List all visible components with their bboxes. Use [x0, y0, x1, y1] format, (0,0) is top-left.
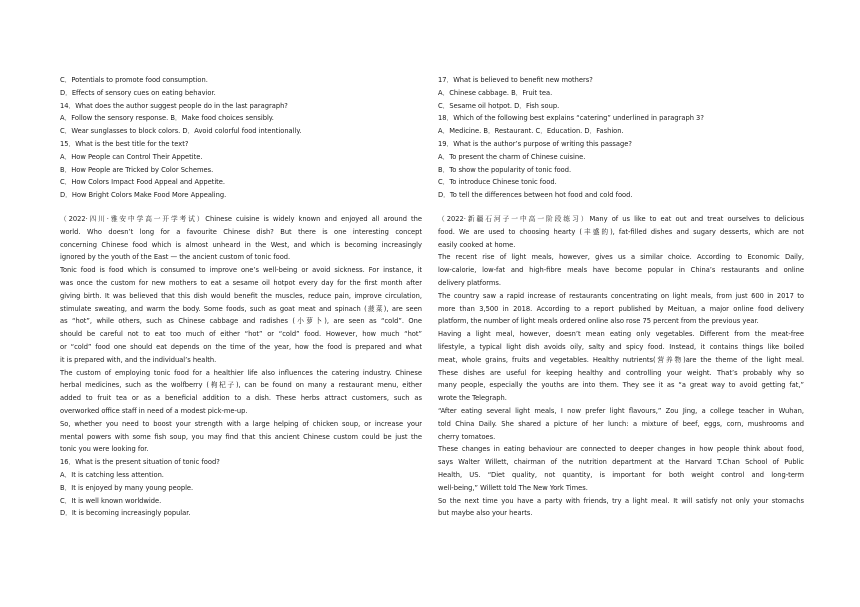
passage-light-meal-line: platform, the number of light meals ordered online also rose 75 percent from the previous year.: [438, 317, 759, 326]
passage-light-meal-line: told China Daily. She shared a picture of her lunch: a mixture of beef, eggs, corn, mushrooms and: [438, 419, 804, 428]
passage-tonic-line: The custom of employing tonic food for a healthier life also influences the catering industry. Chinese: [60, 368, 422, 377]
passage-tonic-line: concerning Chinese food which is almost unheard in the West, and which is becoming increasingly: [60, 240, 422, 249]
q14-stem: 14．What does the author suggest people do in the last paragraph?: [60, 101, 288, 110]
passage-tonic-line: Tonic food is food which is consumed to improve one’s well-being or avoid sickness. For instance, it: [60, 266, 422, 275]
q16-option-b: B．It is enjoyed by many young people.: [60, 483, 194, 492]
passage-light-meal-line: cherry tomatoes.: [438, 432, 496, 441]
passage-tonic-line: should be careful not to eat too much of either “hot” or “cold” food. However, how much “hot”: [60, 330, 422, 339]
q18-options: A．Medicine. B．Restaurant. C．Education. D．Fashion.: [438, 127, 624, 136]
passage-light-meal-line: So the next time you have a party with friends, try a light meal. It will satisfy not only your stomachs: [438, 496, 804, 505]
q19-option-c: C．To introduce Chinese tonic food.: [438, 178, 557, 187]
passage-light-meal-line: more than 3,500 in 2018. According to a report published by Meituan, a major online food delivery: [438, 304, 804, 313]
passage-light-meal-line: easily cooked at home.: [438, 240, 516, 249]
passage-tonic-line: was once the custom for new mothers to eat a sesame oil hotpot every day for the first month after: [60, 278, 422, 287]
passage-light-meal-line: wrote the Telegraph.: [438, 394, 507, 403]
q16-option-a: A．It is catching less attention.: [60, 470, 164, 479]
passage-tonic-line: （2022·四川·雅安中学高一开学考试）Chinese cuisine is widely known and enjoyed all around the: [60, 214, 422, 223]
q15-option-d: D．How Bright Colors Make Food More Appealing.: [60, 191, 227, 200]
q16-option-c: C．It is well known worldwide.: [60, 496, 162, 505]
passage-light-meal-line: delivery platforms.: [438, 278, 502, 287]
passage-tonic-line: mental powers with some fish soup, you may find that this ancient Chinese custom could be just the: [60, 432, 422, 441]
q15-option-b: B．How People are Tricked by Color Schemes.: [60, 165, 214, 174]
passage-light-meal-line: The recent rise of light meals, however, gives us a similar choice. According to Economic Daily,: [438, 253, 804, 262]
q15-option-a: A．How People can Control Their Appetite.: [60, 152, 203, 161]
passage-light-meal-line: food. We are used to choosing hearty (丰盛的), fat-filled dishes and sugary desserts, which are not: [438, 227, 804, 236]
q19-option-d: D．To tell the differences between hot food and cold food.: [438, 191, 633, 200]
q16-option-d: D．It is becoming increasingly popular.: [60, 509, 191, 518]
passage-tonic-line: tonic you were looking for.: [60, 445, 149, 454]
q15-option-c: C．How Colors Impact Food Appeal and Appetite.: [60, 178, 226, 187]
passage-light-meal-line: （2022·新疆石河子一中高一阶段练习）Many of us like to eat out and treat ourselves to delicious: [438, 214, 804, 223]
passage-light-meal-line: low-calorie, low-fat and high-fibre meals have become popular in China’s restaurants and online: [438, 266, 804, 275]
q18-stem: 18．Which of the following best explains “catering” underlined in paragraph 3?: [438, 114, 704, 123]
q13-option-d: D．Effects of sensory cues on eating behavior.: [60, 88, 216, 97]
q13-option-c: C．Potentials to promote food consumption.: [60, 76, 208, 84]
passage-light-meal-line: well-being,” Willett told The New York Times.: [438, 483, 588, 492]
passage-tonic-line: it is prepared with, and the individual’s health.: [60, 355, 217, 364]
q19-option-a: A．To present the charm of Chinese cuisine.: [438, 152, 586, 161]
passage-tonic-line: stimulate sweating, and warm the body. Some foods, such as goat meat and spinach (菠菜), are seen: [60, 304, 422, 313]
q14-options-cd: C．Wear sunglasses to block colors. D．Avoid colorful food intentionally.: [60, 127, 302, 136]
passage-tonic-line: So, whether you need to boost your strength with a large helping of chicken soup, or increase your: [60, 419, 422, 428]
passage-tonic-line: or “cold” food one should eat depends on the time of the year, how the food is prepared and what: [60, 342, 422, 351]
passage-tonic-line: world. Who doesn’t long for a favourite Chinese dish? But there is one interesting concept: [60, 227, 422, 236]
passage-light-meal-line: meat, whole grains, fruits and vegetables. Healthy nutrients(营养物)are the theme of the light meal.: [438, 355, 804, 364]
q15-stem: 15．What is the best title for the text?: [60, 139, 189, 148]
q17-options-ab: A．Chinese cabbage. B．Fruit tea.: [438, 88, 553, 97]
passage-tonic-line: herbal medicines, such as the wolfberry (枸杞子), can be found on many a restaurant menu, either: [60, 381, 422, 390]
passage-light-meal-line: but maybe also your hearts.: [438, 509, 533, 518]
passage-light-meal-line: many people, especially the youths are into them. They see it as “a great way to avoid getting fat,”: [438, 381, 804, 390]
q17-options-cd: C．Sesame oil hotpot. D．Fish soup.: [438, 101, 560, 110]
q17-stem: 17．What is believed to benefit new mothers?: [438, 76, 593, 84]
passage-light-meal-line: The country saw a rapid increase of restaurants concentrating on light meals, from just 600 in 2017 to: [438, 291, 804, 300]
left-column: [60, 74, 422, 520]
passage-tonic-line: as “hot”, while others, such as Chinese cabbage and radishes (小萝卜), are seen as “cold”. One: [60, 317, 422, 326]
q16-stem: 16．What is the present situation of tonic food?: [60, 458, 220, 467]
passage-light-meal-line: Health, US. “Diet quality, not quantity, is important for both weight control and long-term: [438, 470, 804, 479]
passage-light-meal-line: “After eating several light meals, I now prefer light flavours,” Zou Jing, a college teacher in Wuhan,: [438, 406, 804, 415]
q14-options-ab: A．Follow the sensory response. B．Make food choices sensibly.: [60, 114, 274, 123]
q19-stem: 19．What is the author’s purpose of writing this passage?: [438, 139, 632, 148]
passage-tonic-line: added to fruit tea or as a beneficial addition to a dish. These herbs attract customers, such as: [60, 394, 422, 403]
right-column: [438, 74, 804, 520]
passage-light-meal-line: says Walter Willett, chairman of the nutrition department at the Harvard T.Chan School of Public: [438, 458, 804, 467]
passage-tonic-line: overworked office staff in need of a modest pick-me-up.: [60, 406, 248, 415]
passage-light-meal-line: These changes in eating behaviour are connected to deeper changes in how people think about food,: [438, 445, 804, 454]
passage-light-meal-line: lifestyle, a typical light dish avoids oily, salty and spicy food. Instead, it contains things like boiled: [438, 342, 804, 351]
passage-light-meal-line: Having a light meal, however, doesn’t mean eating only vegetables. Different from the meat-free: [438, 330, 804, 339]
passage-light-meal-line: These dishes are useful for keeping healthy and controlling your weight. That’s probably why so: [438, 368, 804, 377]
passage-tonic-line: ignored by the youth of the East — the ancient custom of tonic food.: [60, 253, 291, 262]
passage-tonic-line: giving birth. It was believed that this dish would benefit the muscles, reduce pain, improve circulation,: [60, 291, 422, 300]
q19-option-b: B．To show the popularity of tonic food.: [438, 165, 572, 174]
